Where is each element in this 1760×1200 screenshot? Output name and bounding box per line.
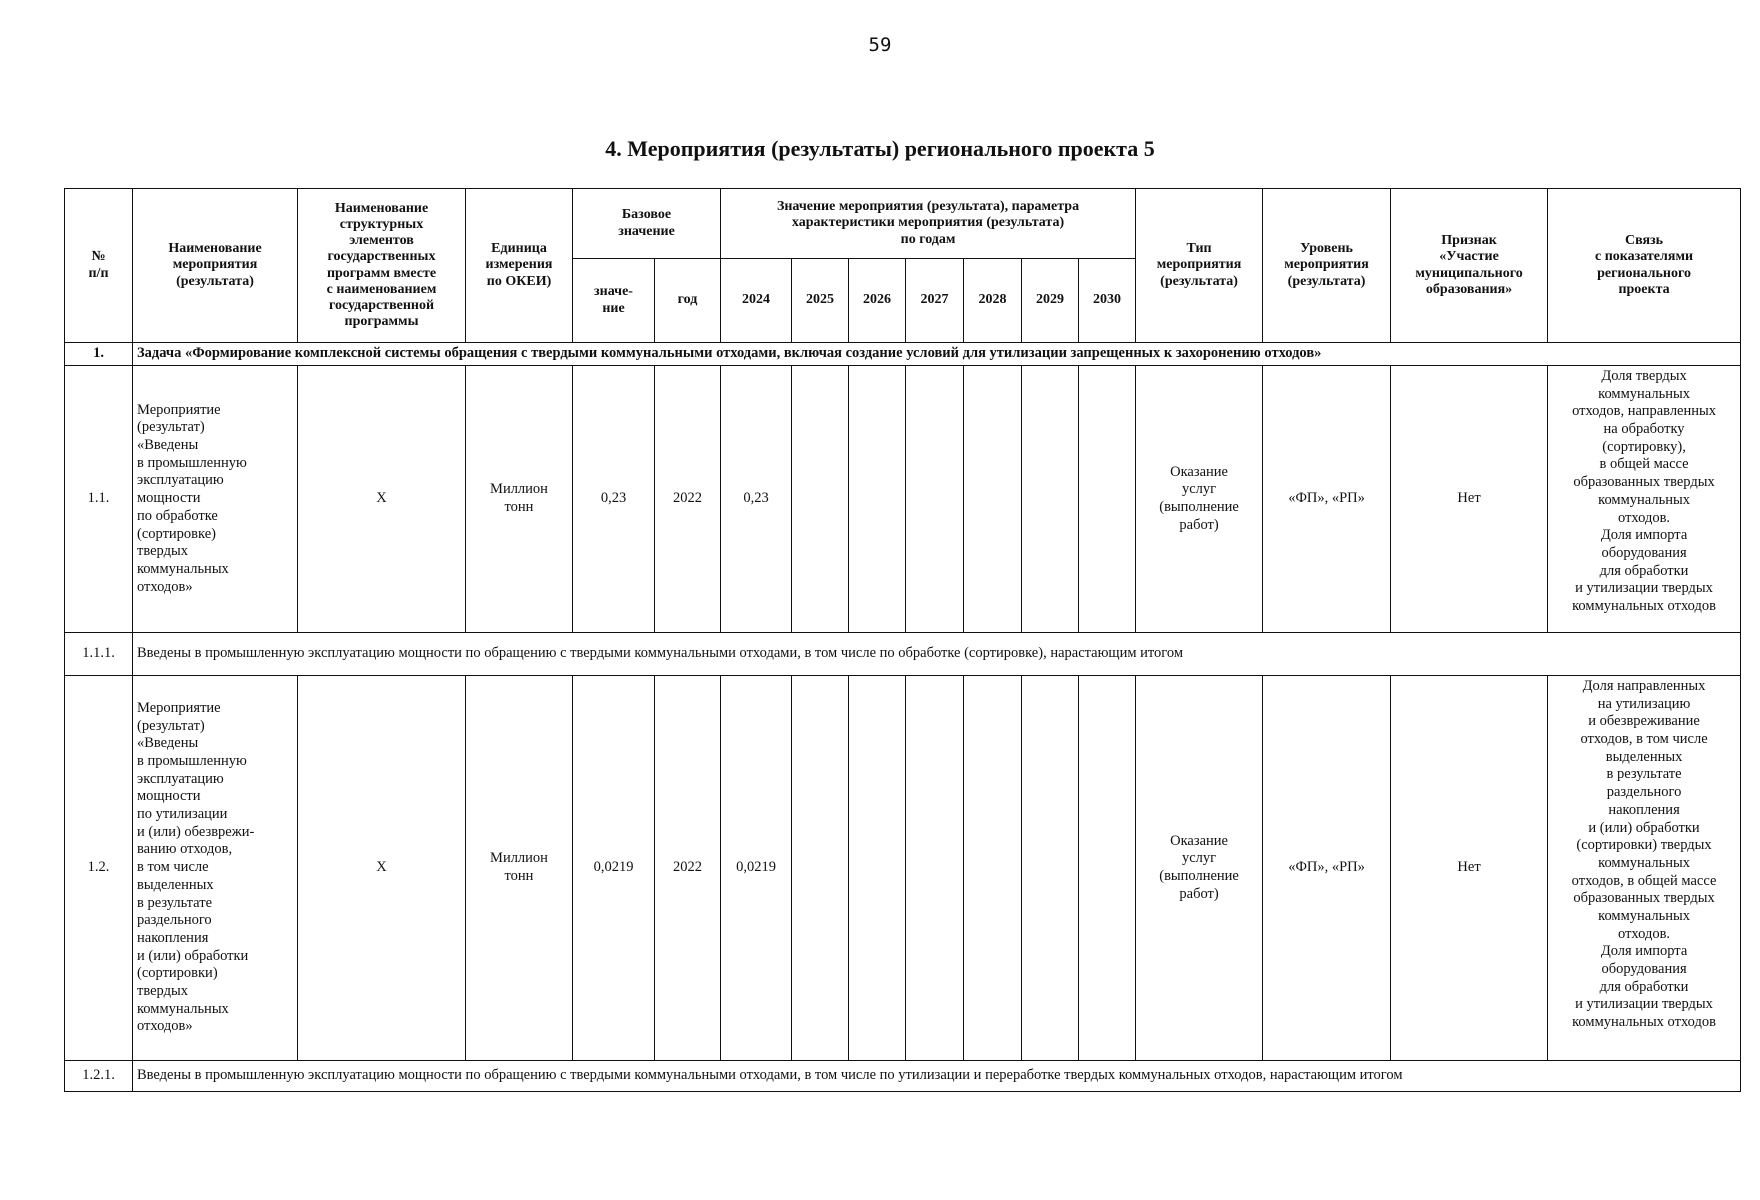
table-row — [65, 366, 1741, 633]
header-year-2030: 2030 — [1079, 259, 1136, 343]
row-base-year: 2022 — [655, 366, 721, 633]
row-value-2027 — [906, 366, 964, 633]
task-row — [65, 343, 1741, 366]
header-type: Тип мероприятия (результата) — [1136, 189, 1263, 343]
header-year-2024: 2024 — [721, 259, 792, 343]
row-base-value: 0,0219 — [573, 676, 655, 1061]
header-year-2027: 2027 — [906, 259, 964, 343]
sub-row-text: Введены в промышленную эксплуатацию мощности по обращению с твердыми коммунальными отходами, в том числе по утилизации и переработке твердых коммунальных отходов, нарастающим итогом — [133, 1061, 1741, 1092]
page-title: 4. Мероприятия (результаты) регионального проекта 5 — [605, 136, 1155, 161]
row-link: Доля твердых коммунальных отходов, направленных на обработку (сортировку), в общей массе образованных твердых коммунальных отходов. Доля импорта оборудования для обработки и утилизации твердых коммунальных отходов — [1548, 366, 1741, 633]
sub-row-num: 1.2.1. — [65, 1061, 133, 1092]
sub-row-num: 1.1.1. — [65, 633, 133, 676]
header-unit: Единица измерения по ОКЕИ) — [466, 189, 573, 343]
row-value-2027 — [906, 676, 964, 1061]
row-name: Мероприятие (результат) «Введены в промышленную эксплуатацию мощности по утилизации и (или) обезврежи- ванию отходов, в том числе выделенных в результате раздельного накопления и (или) обработки (сортировки) твердых коммунальных отходов» — [133, 676, 298, 1061]
header-num: № п/п — [65, 189, 133, 343]
row-value-2028 — [964, 676, 1022, 1061]
row-value-2025 — [792, 676, 849, 1061]
header-year-2029: 2029 — [1022, 259, 1079, 343]
row-municipal: Нет — [1391, 366, 1548, 633]
header-struct: Наименование структурных элементов государственных программ вместе с наименованием государственной программы — [298, 189, 466, 343]
row-name: Мероприятие (результат) «Введены в промышленную эксплуатацию мощности по обработке (сортировке) твердых коммунальных отходов» — [133, 366, 298, 633]
row-level: «ФП», «РП» — [1263, 676, 1391, 1061]
header-level: Уровень мероприятия (результата) — [1263, 189, 1391, 343]
row-value-2029 — [1022, 366, 1079, 633]
row-base-year: 2022 — [655, 676, 721, 1061]
row-num: 1.2. — [65, 676, 133, 1061]
table-row — [65, 676, 1741, 1061]
row-value-2030 — [1079, 366, 1136, 633]
row-type: Оказание услуг (выполнение работ) — [1136, 676, 1263, 1061]
header-year-2026: 2026 — [849, 259, 906, 343]
header-municipal: Признак «Участие муниципального образования» — [1391, 189, 1548, 343]
row-value-2026 — [849, 676, 906, 1061]
row-base-value: 0,23 — [573, 366, 655, 633]
sub-row — [65, 1061, 1741, 1092]
header-base-year: год — [655, 259, 721, 343]
header-base-value: значе- ние — [573, 259, 655, 343]
row-struct: X — [298, 676, 466, 1061]
row-link: Доля направленных на утилизацию и обезвреживание отходов, в том числе выделенных в результате раздельного накопления и (или) обработки (сортировки) твердых коммунальных отходов, в общей массе образованных твердых коммунальных отходов. Доля импорта оборудования для обработки и утилизации твердых коммунальных отходов — [1548, 676, 1741, 1061]
row-unit: Миллион тонн — [466, 366, 573, 633]
row-num: 1.1. — [65, 366, 133, 633]
row-value-2025 — [792, 366, 849, 633]
row-value-2024: 0,0219 — [721, 676, 792, 1061]
header-base: Базовое значение — [573, 189, 721, 259]
row-type: Оказание услуг (выполнение работ) — [1136, 366, 1263, 633]
row-unit: Миллион тонн — [466, 676, 573, 1061]
header-link: Связь с показателями регионального проекта — [1548, 189, 1741, 343]
row-value-2026 — [849, 366, 906, 633]
activities-table — [64, 188, 1741, 1092]
sub-row — [65, 633, 1741, 676]
header-name: Наименование мероприятия (результата) — [133, 189, 298, 343]
page-number: 59 — [868, 34, 892, 56]
row-value-2028 — [964, 366, 1022, 633]
sub-row-text: Введены в промышленную эксплуатацию мощности по обращению с твердыми коммунальными отходами, в том числе по обработке (сортировке), нарастающим итогом — [133, 633, 1741, 676]
row-value-2024: 0,23 — [721, 366, 792, 633]
task-num: 1. — [65, 343, 133, 366]
header-year-2025: 2025 — [792, 259, 849, 343]
row-value-2029 — [1022, 676, 1079, 1061]
row-value-2030 — [1079, 676, 1136, 1061]
row-struct: X — [298, 366, 466, 633]
task-text: Задача «Формирование комплексной системы обращения с твердыми коммунальными отходами, включая создание условий для утилизации запрещенных к захоронению отходов» — [133, 343, 1741, 366]
row-level: «ФП», «РП» — [1263, 366, 1391, 633]
header-by-years: Значение мероприятия (результата), параметра характеристики мероприятия (результата) по годам — [721, 189, 1136, 259]
row-municipal: Нет — [1391, 676, 1548, 1061]
header-year-2028: 2028 — [964, 259, 1022, 343]
